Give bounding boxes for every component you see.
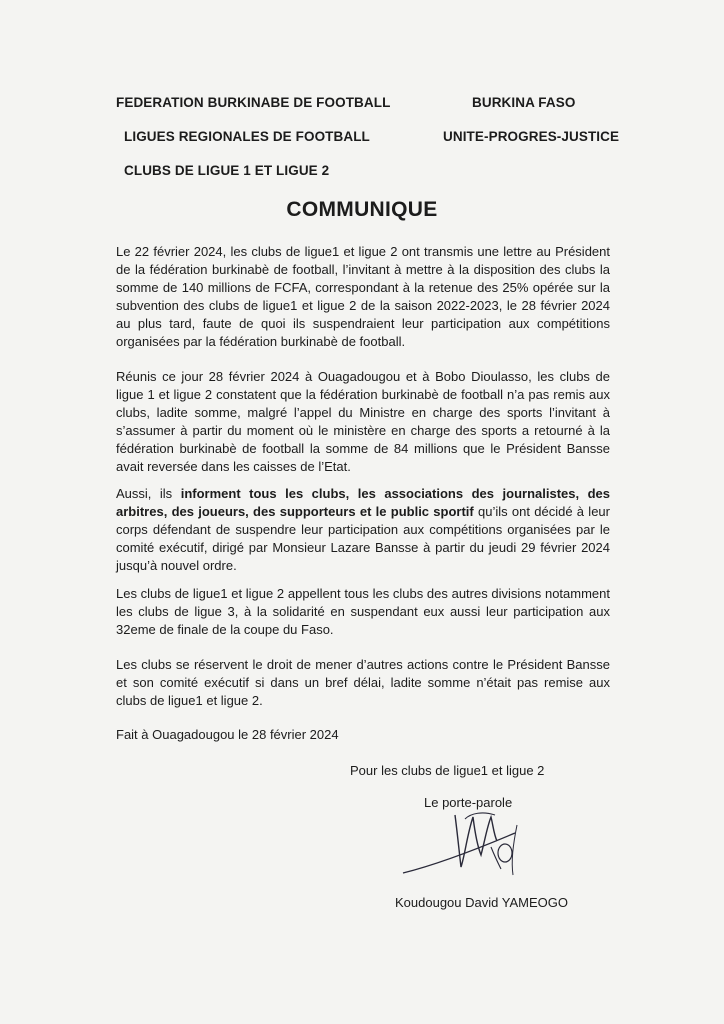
handwritten-signature [395,795,545,885]
header-clubs: CLUBS DE LIGUE 1 ET LIGUE 2 [124,163,330,178]
paragraph-3-emphasis: informent tous les clubs, les associations des journalistes, des arbitres, des joueurs, des supporteurs et le public sportif [116,486,610,519]
paragraph-3 [116,485,610,575]
paragraph-2: Réunis ce jour 28 février 2024 à Ouagadougou et à Bobo Dioulasso, les clubs de ligue 1 et ligue 2 constatent que la fédération burkinabè de football n’a pas remis aux clubs, ladite somme, malgré l’appel du Ministre en charge des sports l’invitant à s’assumer à partir du moment où le ministère en charge des sports a retourné à la fédération burkinabè de football la somme de 84 millions que le Président Bansse avait reversée dans les caisses de l’Etat. [116,369,610,474]
paragraph-4: Les clubs de ligue1 et ligue 2 appellent tous les clubs des autres divisions notamment les clubs de ligue 3, à la solidarité en suspendant eux aussi leur participation aux 32eme de finale de la coupe du Faso. [116,586,610,637]
paragraph-5: Les clubs se réservent le droit de mener d’autres actions contre le Président Bansse et son comité exécutif si dans un bref délai, ladite somme n’était pas remise aux clubs de ligue1 et ligue 2. [116,657,610,708]
paragraph-3-end: qu’ils ont décidé à leur corps défendant de suspendre leur participation aux compétitions organisées par le comité exécutif, dirigé par Monsieur Lazare Bansse à partir du jeudi 29 février 2024 jusqu’à nouvel ordre. [116,504,610,573]
place-and-date: Fait à Ouagadougou le 28 février 2024 [116,727,339,742]
header-country: BURKINA FASO [472,95,576,110]
header-motto: UNITE-PROGRES-JUSTICE [443,129,620,144]
document-title: COMMUNIQUE [286,198,438,221]
paragraph-1: Le 22 février 2024, les clubs de ligue1 et ligue 2 ont transmis une lettre au Président de la fédération burkinabè de football, l’invitant à mettre à la disposition des clubs la somme de 140 millions de FCFA, correspondant à la retenue des 25% opérée sur la subvention des clubs de ligue1 et ligue 2 de la saison 2022-2023, le 28 février 2024 au plus tard, faute de quoi ils suspendraient leur participation aux compétitions organisées par la fédération burkinabè de football. [116,244,610,349]
on-behalf-line: Pour les clubs de ligue1 et ligue 2 [350,763,545,778]
header-federation: FEDERATION BURKINABE DE FOOTBALL [116,95,391,110]
paragraph-3-start: Aussi, ils [116,486,181,501]
spokesperson-role: Le porte-parole [424,795,513,810]
header-regional-leagues: LIGUES REGIONALES DE FOOTBALL [124,129,370,144]
spokesperson-name: Koudougou David YAMEOGO [395,895,568,910]
